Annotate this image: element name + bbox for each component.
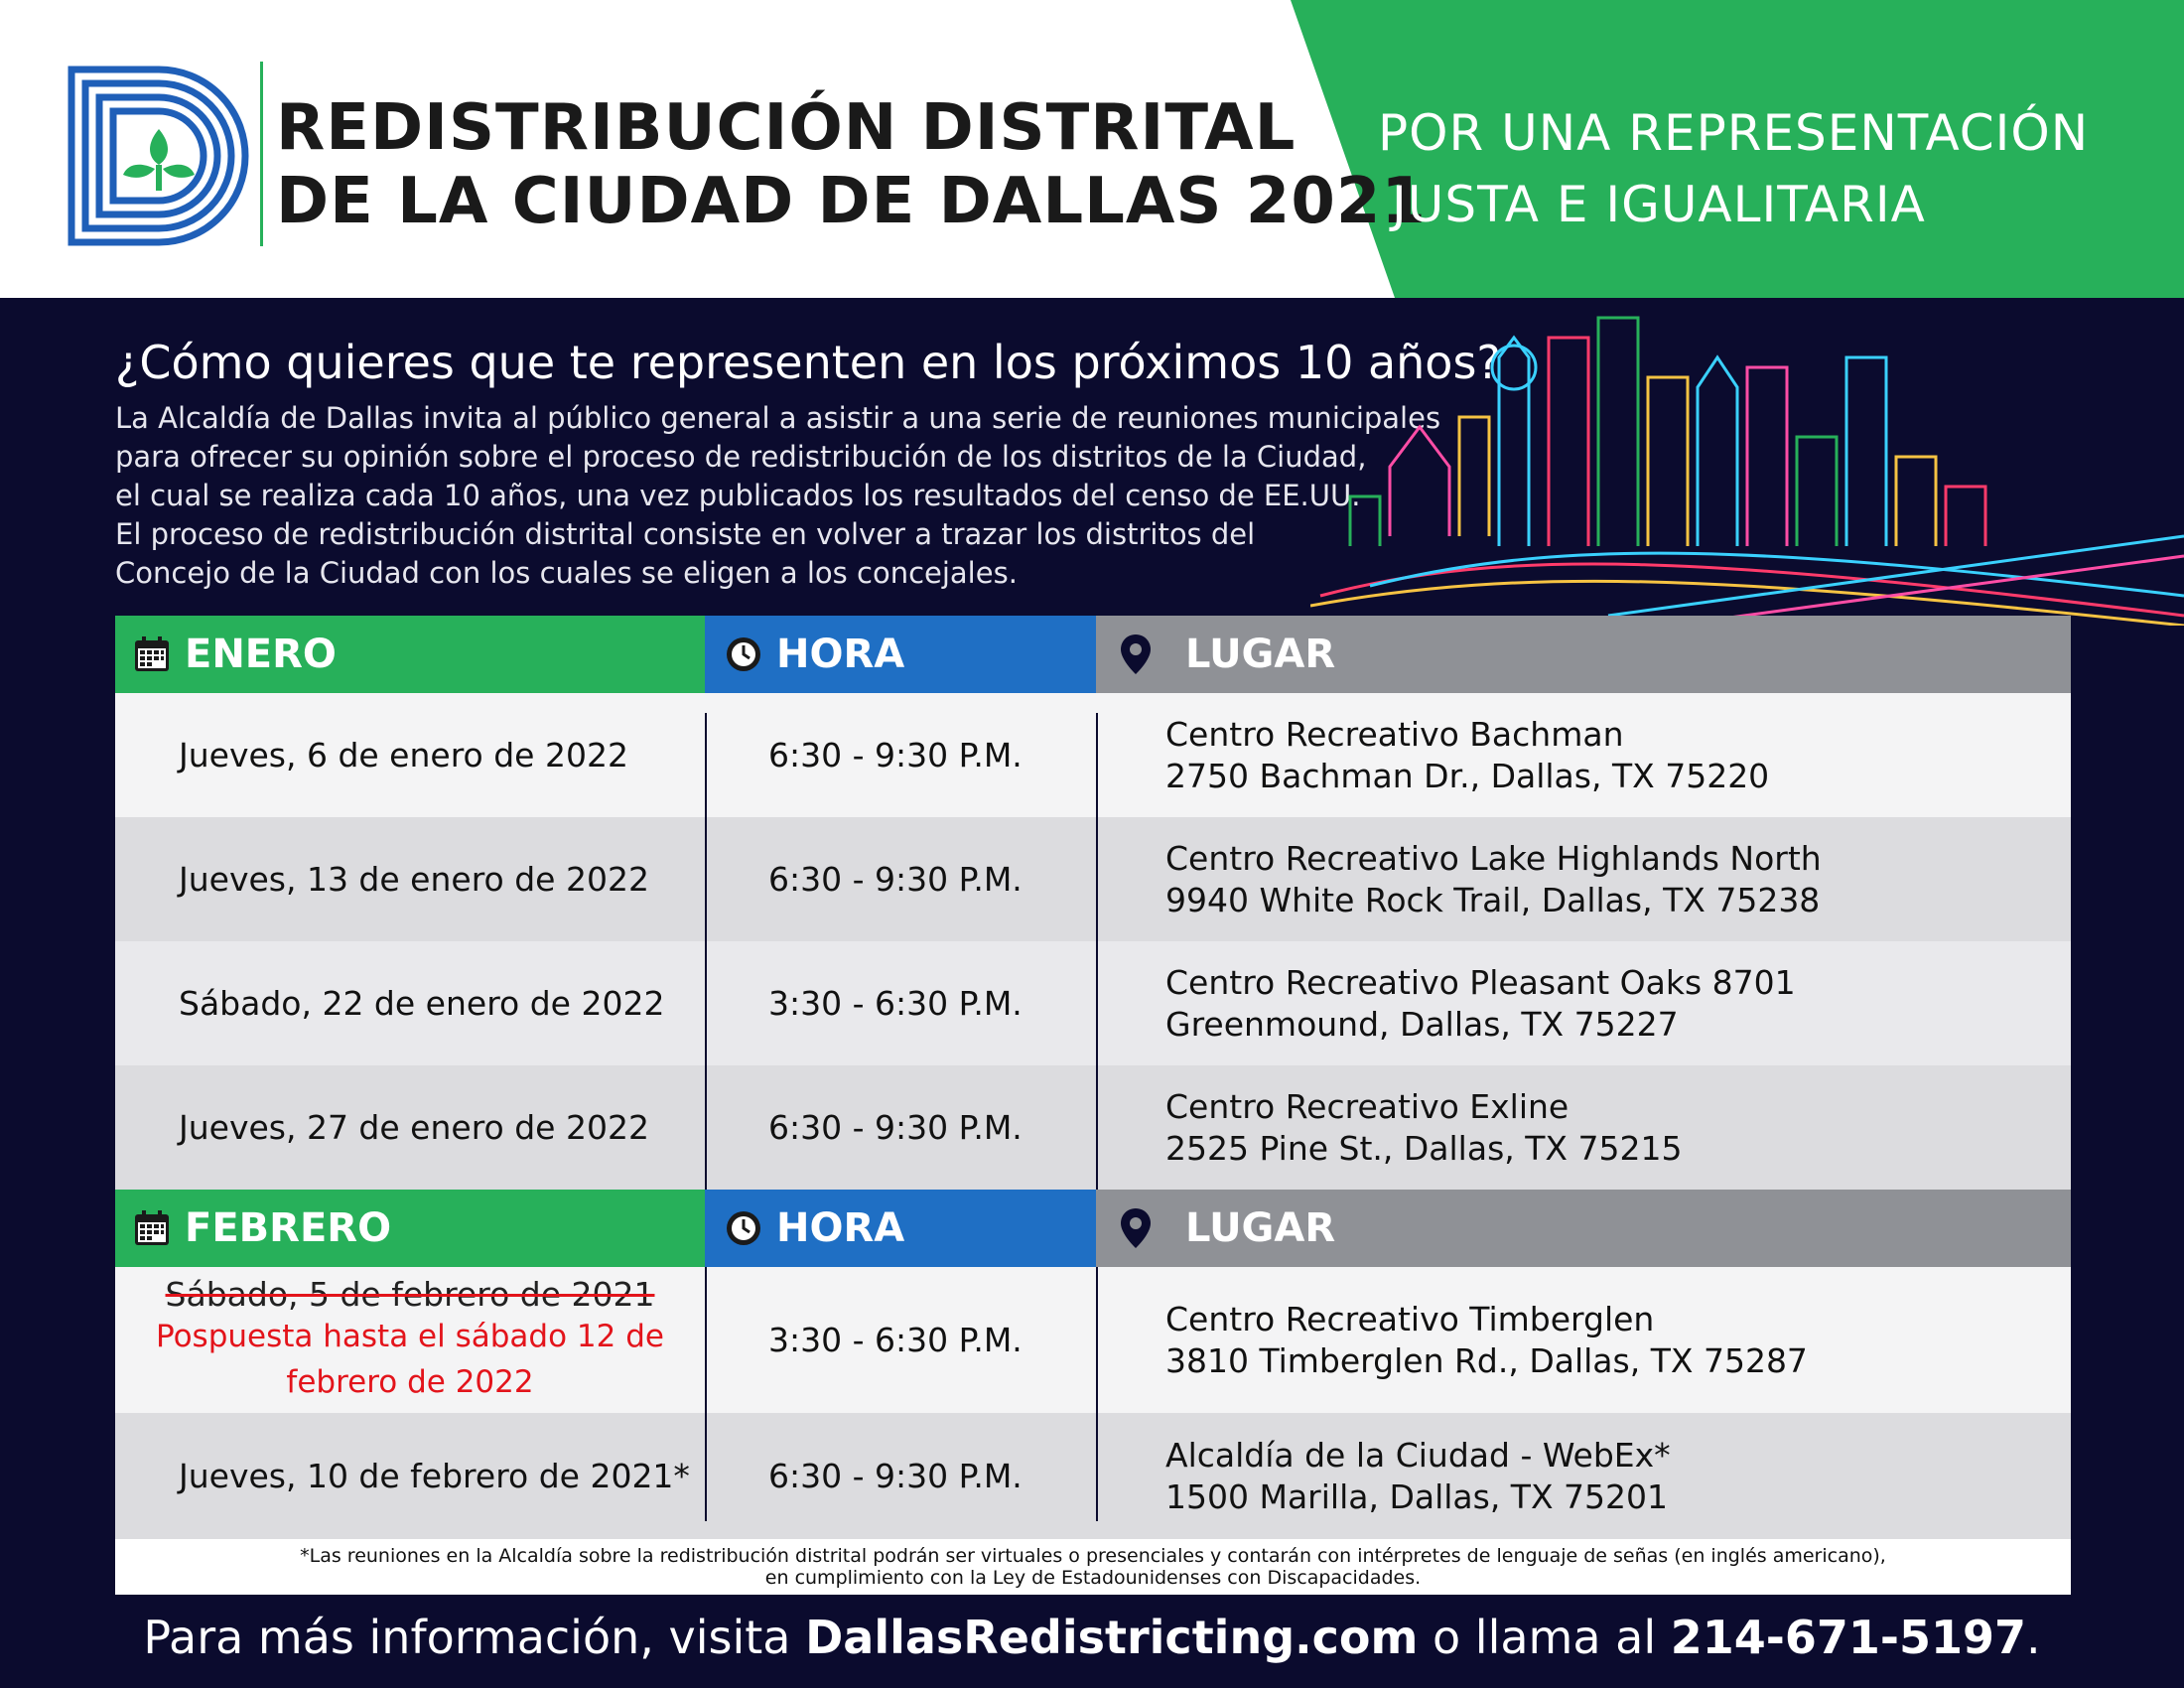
table-row: [115, 817, 2071, 941]
meeting-place: [1096, 1413, 2071, 1539]
place-label: LUGAR: [1185, 1205, 1336, 1251]
intro-line: El proceso de redistribución distrital consiste en volver a trazar los distritos del: [115, 517, 1256, 551]
header-divider: [260, 62, 263, 246]
meeting-time: 6:30 - 9:30 P.M.: [768, 1108, 1023, 1147]
location-pin-icon: [1120, 1207, 1152, 1249]
column-divider: [705, 713, 707, 1190]
place-address: 9940 White Rock Trail, Dallas, TX 75238: [1165, 880, 1821, 919]
january-rows: [115, 693, 2071, 1190]
place-address: 2525 Pine St., Dallas, TX 75215: [1165, 1128, 1683, 1168]
meeting-place: [1096, 817, 2071, 941]
february-place-header: [1096, 1190, 2071, 1267]
cancelled-date: Sábado, 5 de febrero de 2021: [165, 1275, 655, 1314]
contact-line: [0, 1611, 2184, 1664]
place-address: Greenmound, Dallas, TX 75227: [1165, 1004, 1679, 1044]
meeting-time: 3:30 - 6:30 P.M.: [768, 1321, 1023, 1359]
meeting-date: Jueves, 13 de enero de 2022: [179, 860, 649, 899]
phone-number[interactable]: 214-671-5197: [1670, 1611, 2027, 1664]
meeting-date: Jueves, 6 de enero de 2022: [179, 736, 628, 774]
title-line-1: REDISTRIBUCIÓN DISTRITAL: [276, 91, 1297, 165]
place-name: Centro Recreativo Pleasant Oaks 8701: [1165, 962, 1796, 1002]
january-header-row: [115, 616, 2071, 693]
february-month-header: [115, 1190, 705, 1267]
month-label: FEBRERO: [185, 1205, 392, 1251]
intro-line: el cual se realiza cada 10 años, una vez publicados los resultados del censo de EE.UU.: [115, 479, 1361, 512]
place-address: 1500 Marilla, Dallas, TX 75201: [1165, 1477, 1669, 1516]
time-label: HORA: [776, 1205, 905, 1251]
place-address: 3810 Timberglen Rd., Dallas, TX 75287: [1165, 1340, 1808, 1380]
meeting-place: [1096, 1065, 2071, 1190]
table-row: [115, 1267, 2071, 1413]
meeting-place: [1096, 941, 2071, 1065]
header: [0, 0, 2184, 298]
table-row: [115, 1065, 2071, 1190]
meeting-time: 3:30 - 6:30 P.M.: [768, 984, 1023, 1023]
meeting-place: [1096, 693, 2071, 817]
contact-prefix: Para más información, visita: [143, 1611, 806, 1664]
postponed-note: febrero de 2022: [286, 1364, 534, 1400]
footnote-line-1: *Las reuniones en la Alcaldía sobre la redistribución distrital podrán ser virtuales o presenciales y contarán con intérpretes de lenguaje de señas (en inglés americano),: [300, 1545, 1886, 1567]
time-label: HORA: [776, 632, 905, 677]
clock-icon: [725, 1209, 762, 1247]
place-name: Centro Recreativo Bachman: [1165, 714, 1624, 754]
february-time-header: [705, 1190, 1096, 1267]
place-name: Centro Recreativo Lake Highlands North: [1165, 838, 1822, 878]
february-rows: [115, 1267, 2071, 1539]
meeting-time: 6:30 - 9:30 P.M.: [768, 736, 1023, 774]
meeting-time: 6:30 - 9:30 P.M.: [768, 1457, 1023, 1495]
postponed-note: Pospuesta hasta el sábado 12 de: [156, 1319, 664, 1354]
intro-line: Concejo de la Ciudad con los cuales se eligen a los concejales.: [115, 556, 1018, 590]
page-title: [276, 91, 1427, 238]
meeting-place: [1096, 1267, 2071, 1413]
month-label: ENERO: [185, 632, 337, 677]
clock-icon: [725, 635, 762, 673]
place-name: Centro Recreativo Timberglen: [1165, 1299, 1655, 1338]
column-divider: [705, 1267, 707, 1521]
contact-middle: o llama al: [1418, 1611, 1671, 1664]
table-row: [115, 693, 2071, 817]
contact-suffix: .: [2026, 1611, 2041, 1664]
meeting-date: Sábado, 22 de enero de 2022: [179, 984, 665, 1023]
tagline-line-2: JUSTA E IGUALITARIA: [1392, 176, 1926, 233]
table-row: [115, 941, 2071, 1065]
footnote: [115, 1539, 2071, 1595]
calendar-icon: [133, 635, 171, 673]
meeting-date: [115, 1267, 705, 1413]
january-time-header: [705, 616, 1096, 693]
january-table: [115, 616, 2071, 1190]
tagline-line-1: POR UNA REPRESENTACIÓN: [1378, 104, 2090, 162]
website-link[interactable]: DallasRedistricting.com: [805, 1611, 1419, 1664]
place-address: 2750 Bachman Dr., Dallas, TX 75220: [1165, 756, 1770, 795]
tagline: [1378, 97, 2089, 240]
intro-line: La Alcaldía de Dallas invita al público general a asistir a una serie de reuniones municipales: [115, 401, 1441, 435]
title-line-2: DE LA CIUDAD DE DALLAS 2021: [276, 165, 1427, 238]
february-header-row: [115, 1190, 2071, 1267]
dallas-logo-icon: [68, 66, 252, 246]
meeting-date: Jueves, 10 de febrero de 2021*: [179, 1457, 690, 1495]
place-name: Alcaldía de la Ciudad - WebEx*: [1165, 1435, 1671, 1475]
meeting-time: 6:30 - 9:30 P.M.: [768, 860, 1023, 899]
intro-paragraph: [115, 399, 1505, 593]
column-divider: [1096, 713, 1098, 1190]
place-name: Centro Recreativo Exline: [1165, 1086, 1570, 1126]
january-month-header: [115, 616, 705, 693]
intro-question: ¿Cómo quieres que te representen en los próximos 10 años?: [115, 336, 1501, 389]
neon-skyline-illustration: [1310, 298, 2184, 626]
calendar-icon: [133, 1209, 171, 1247]
table-row: [115, 1413, 2071, 1539]
column-divider: [1096, 1267, 1098, 1521]
february-table: [115, 1190, 2071, 1539]
intro-line: para ofrecer su opinión sobre el proceso de redistribución de los distritos de la Ciudad,: [115, 440, 1367, 474]
footnote-line-2: en cumplimiento con la Ley de Estadounidenses con Discapacidades.: [764, 1567, 1422, 1589]
january-place-header: [1096, 616, 2071, 693]
location-pin-icon: [1120, 633, 1152, 675]
meeting-date: Jueves, 27 de enero de 2022: [179, 1108, 649, 1147]
place-label: LUGAR: [1185, 632, 1336, 677]
